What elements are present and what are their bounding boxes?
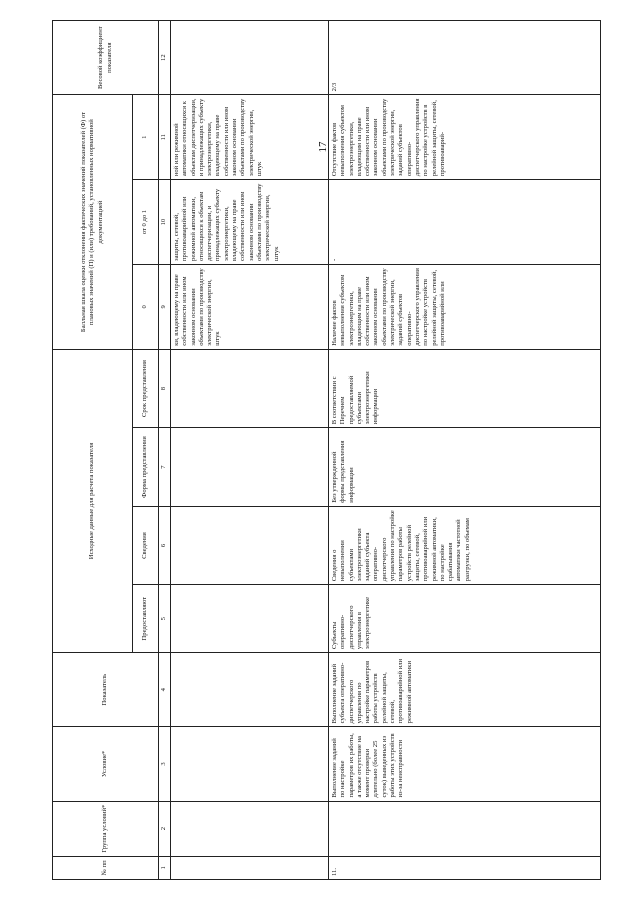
column-number: 2 xyxy=(159,801,171,856)
header-source-data: Исходные данные для расчета показателя xyxy=(53,349,133,652)
cell-empty xyxy=(171,653,329,727)
cell-empty xyxy=(171,506,329,584)
cell-empty xyxy=(171,349,329,428)
continuation-score-one: ной или режимной автоматики относящихся к объектам диспетчеризации, и принадлежащих субъекту электроэнергетики, владеющему на праве собственности или ином законном основании объектами по производству электрической энергии, штук xyxy=(171,95,329,180)
row-provides: Субъекты оперативно-диспетчерского управления в электроэнергетике xyxy=(329,585,601,653)
row-number: 11. xyxy=(329,856,601,879)
header-form: Форма представления xyxy=(133,428,159,506)
column-number: 1 xyxy=(159,856,171,879)
header-scale: Балльная шкала оценки отклонения фактических значений показателей (Ф) от плановых значений (П) и (или) требований, установленных нормативной документацией xyxy=(53,95,133,349)
row-group xyxy=(329,801,601,856)
header-weight: Весовой коэффициент показателя xyxy=(53,21,159,95)
header-deadline: Срок представления xyxy=(133,349,159,428)
column-number: 10 xyxy=(159,180,171,265)
column-number: 12 xyxy=(159,21,171,95)
indicator-table xyxy=(52,20,601,880)
row-score-one: Отсутствие фактов невыполнения субъектом электроэнергетики, владеющим на праве собственности или ином законном основании объектами по производству электрической энергии, заданий субъектов оперативно-диспетчерского управления по настройке устройств в релейной защиты, сетевой, противоаварий- xyxy=(329,95,601,180)
cell-empty xyxy=(171,585,329,653)
row-deadline: В соответствии с Перечнем предоставляемой субъектами электроэнергетики информации xyxy=(329,349,601,428)
column-number: 8 xyxy=(159,349,171,428)
rotated-table-container xyxy=(52,20,600,880)
row-score-zero: Наличие фактов невыполнения субъектом электроэнергетики, владеющим на праве собственности или ином законном основании объектами по производству электрической энергии, заданий субъектов оперативно-диспетчерского управления по настройке устройств релейной защиты, сетевой, противоаварийной или xyxy=(329,264,601,349)
cell-empty xyxy=(171,801,329,856)
row-weight: 2/3 xyxy=(329,21,601,95)
header-group: Группа условий* xyxy=(53,801,159,856)
row-form: Без утвержденной формы представления информации xyxy=(329,428,601,506)
cell-empty xyxy=(171,428,329,506)
column-numbers-row xyxy=(159,21,171,880)
cell-empty xyxy=(171,21,329,95)
continuation-score-zero: ки, владеющему на праве собственности или ином законном основании объектами по производству электрической энергии, штук xyxy=(171,264,329,349)
header-no: № пп xyxy=(53,856,159,879)
column-number: 4 xyxy=(159,653,171,727)
header-provides: Предоставляют xyxy=(133,585,159,653)
header-condition: Условие* xyxy=(53,727,159,801)
column-number: 5 xyxy=(159,585,171,653)
page-number: 17 xyxy=(317,141,329,153)
scale-zero-header: 0 xyxy=(133,264,159,349)
continuation-score-mid: защиты, сетевой, противоаварийной или режимной автоматики, относящихся к объектам диспетчеризации, и принадлежащих субъекту электроэнергетики, владеющему на праве собственности или ином законном основании объектами по производству электрической энергии, штук xyxy=(171,180,329,265)
column-number: 9 xyxy=(159,264,171,349)
column-number: 3 xyxy=(159,727,171,801)
column-number: 7 xyxy=(159,428,171,506)
column-number: 6 xyxy=(159,506,171,584)
header-indicator: Показатель xyxy=(53,653,159,727)
row-condition: Выполнение заданий по настройке параметров их работы, а также отсутствие на момент проверки длительно (более 25 суток) выведенных из работы этих устройств из-за неисправности xyxy=(329,727,601,801)
row-indicator: Выполнение заданий субъекта оперативно-диспетчерского управления по настройке параметров работы устройств релейной защиты, сетевой, противоаварийной или режимной автоматики xyxy=(329,653,601,727)
table-row-11 xyxy=(329,21,601,880)
header-info: Сведения xyxy=(133,506,159,584)
scale-one-header: 1 xyxy=(133,95,159,180)
continuation-row xyxy=(171,21,329,880)
column-number: 11 xyxy=(159,95,171,180)
row-score-mid: - xyxy=(329,180,601,265)
scale-mid-header: от 0 до 1 xyxy=(133,180,159,265)
cell-empty xyxy=(171,727,329,801)
cell-empty xyxy=(171,856,329,879)
row-info: Сведения о невыполнении субъектами электроэнергетики заданий субъекта оперативно-диспетчерского управления по настройке параметров работы устройств релейной защиты, сетевой, противоаварийной или режимной автоматики, по настройке срабатывания автоматики частотной разгрузки, по объемам xyxy=(329,506,601,584)
